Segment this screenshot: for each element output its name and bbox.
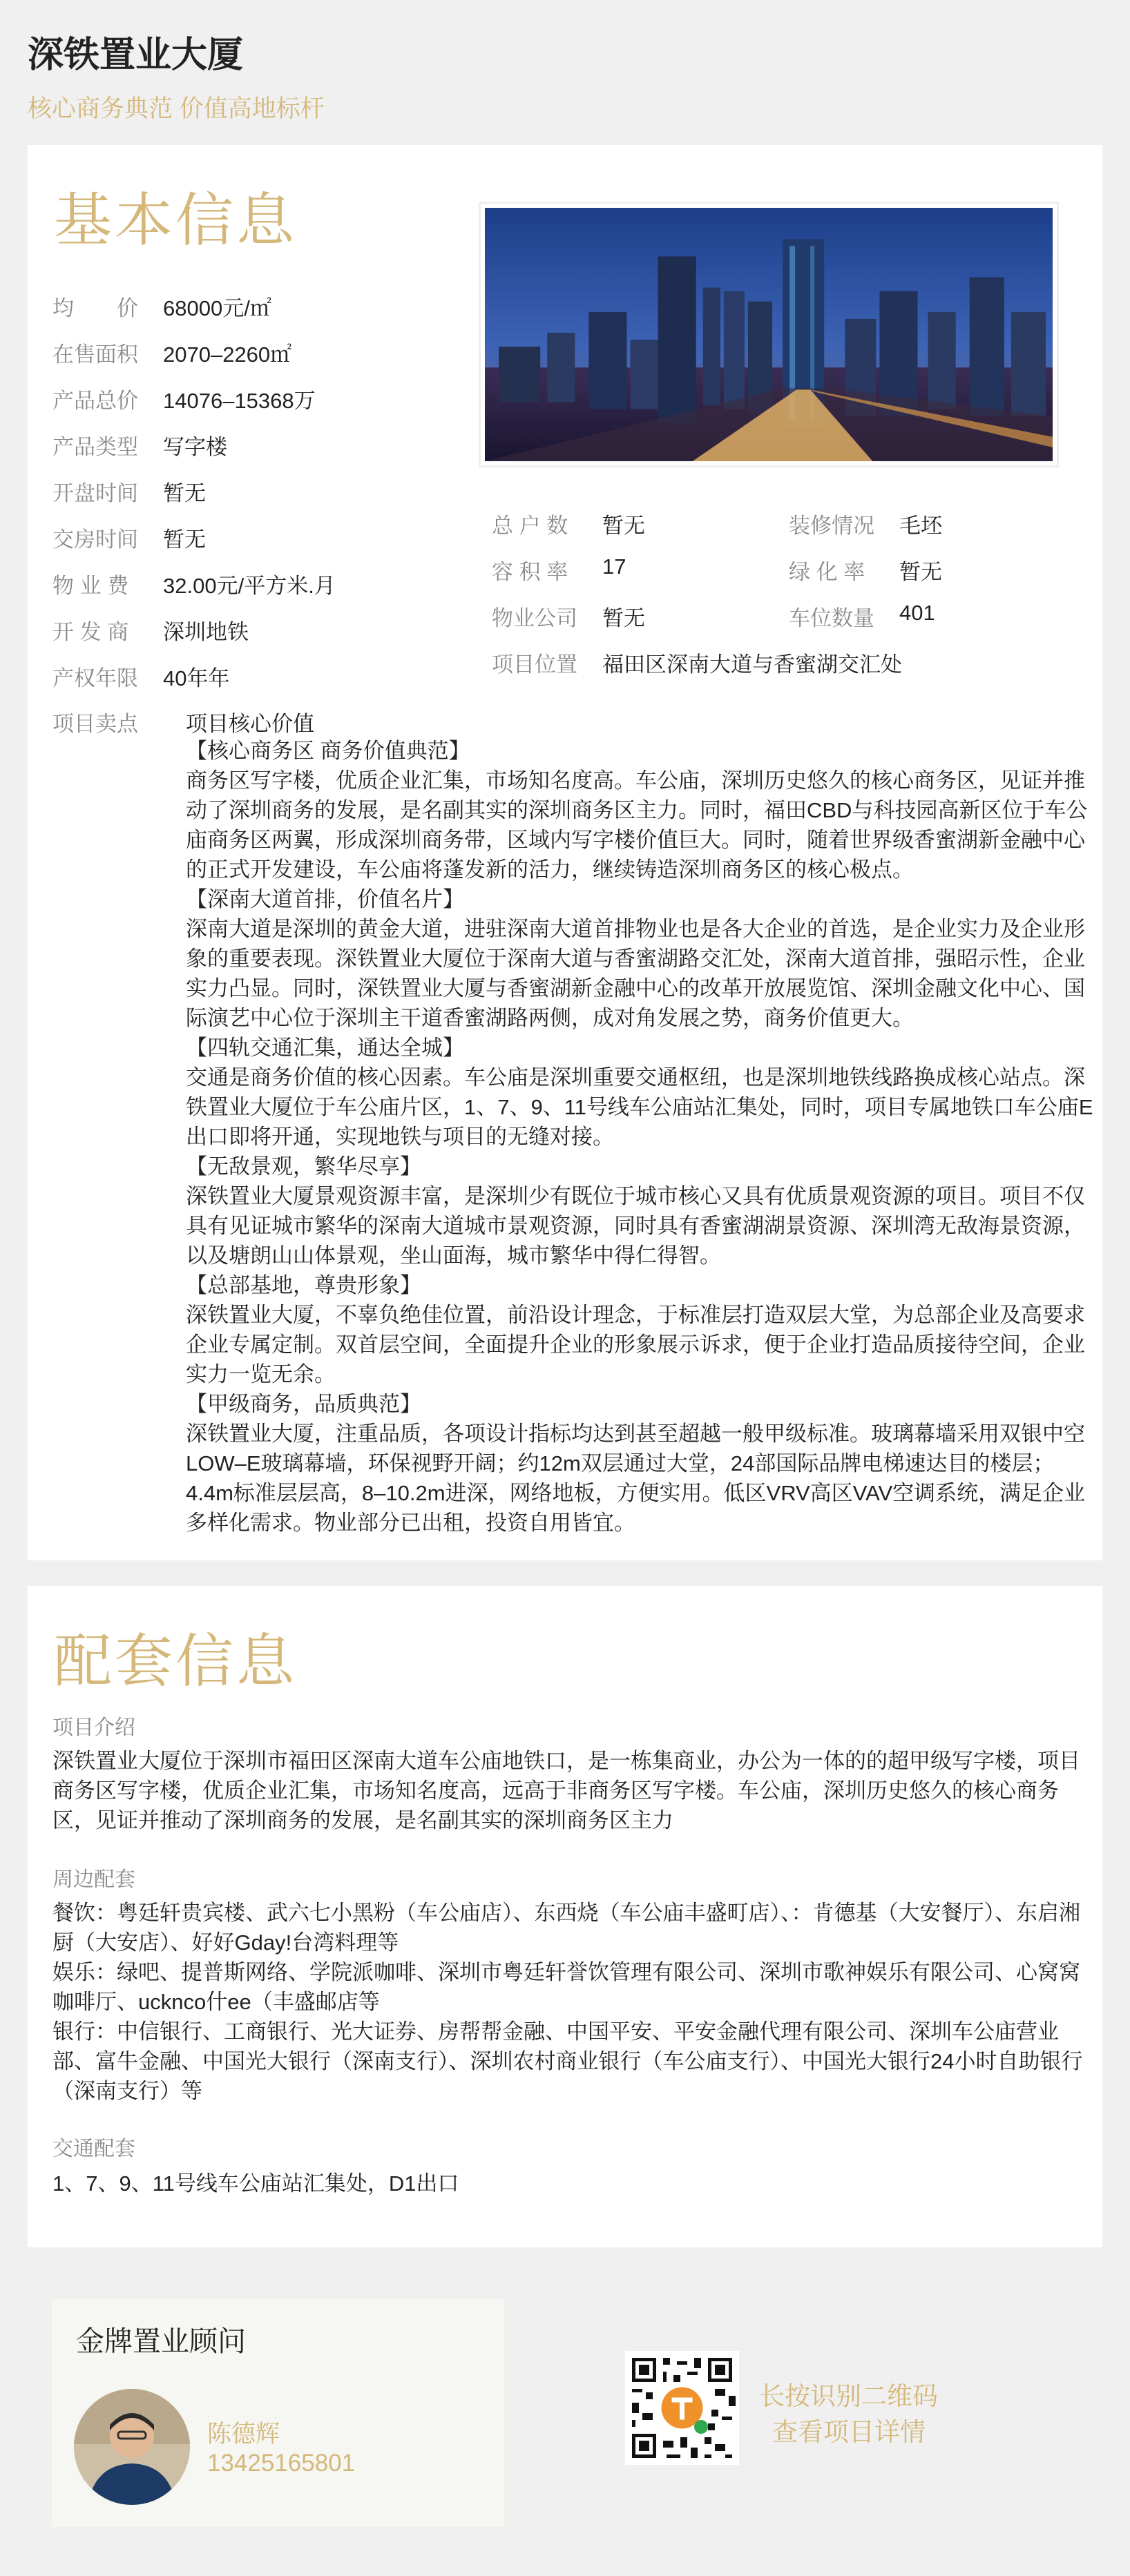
selling-paragraph: 【总部基地，尊贵形象】 (186, 1273, 421, 1297)
nearby-item-entertainment: 娱乐：绿吧、提普斯网络、学院派咖啡、深圳市粤廷轩誉饮管理有限公司、深圳市歌神娱乐有限公司、心窝窝咖啡厅、ucknco什ee（丰盛邮店等 (52, 1960, 1080, 2014)
info-label: 项目位置 (492, 652, 577, 677)
info-value: 深圳地铁 (163, 620, 249, 644)
info-value: 401 (899, 601, 935, 625)
nearby-item-banking: 银行：中信银行、工商银行、光大证券、房帮帮金融、中国平安、平安金融代理有限公司、深圳车公庙营业部、富牛金融、中国光大银行（深南支行）、深圳农村商业银行（车公庙支行）、中国光大银行24小时自助银行（深南支行）等 (52, 2020, 1083, 2103)
traffic-label: 交通配套 (52, 2138, 135, 2160)
selling-paragraph: 深铁置业大厦景观资源丰富，是深圳少有既位于城市核心又具有优质景观资源的项目。项目不仅具有见证城市繁华的深南大道城市景观资源，同时具有香蜜湖湖景资源、深圳湾无敌海景资源，以及塘朗山山体景观，坐山面海，城市繁华中得仁得智。 (186, 1184, 1085, 1268)
info-value: 2070–2260㎡ (163, 342, 292, 367)
selling-lead: 项目核心价值 (186, 711, 314, 736)
info-row-open-date (52, 468, 467, 514)
basic-info-heading: 基本信息 (54, 188, 298, 253)
info-value: 福田区深南大道与香蜜湖交汇处 (602, 652, 902, 677)
page-subtitle: 核心商务典范 价值高地标杆 (28, 95, 325, 122)
info-row-total-price (52, 376, 467, 422)
avatar[interactable] (74, 2389, 190, 2505)
info-label: 产品总价 (52, 389, 138, 413)
info-label: 开盘时间 (52, 481, 138, 505)
support-info-card (28, 1586, 1102, 2247)
qr-hint-line2: 查看项目详情 (772, 2418, 926, 2446)
advisor-name: 陈德辉 (207, 2421, 280, 2448)
selling-body (186, 736, 1099, 1538)
qr-code-icon (625, 2351, 739, 2465)
basic-info-card (28, 145, 1102, 1560)
info-value: 暂无 (163, 527, 206, 552)
page-title: 深铁置业大厦 (28, 35, 244, 75)
nearby-label: 周边配套 (52, 1868, 135, 1891)
info-row-property-fee (52, 561, 467, 607)
traffic-text: 1、7、9、11号线车公庙站汇集处，D1出口 (52, 2171, 459, 2196)
info-value: 68000元/㎡ (163, 296, 271, 320)
selling-paragraph: 【核心商务区 商务价值典范】 (186, 739, 470, 763)
nearby-list (52, 1898, 1089, 2106)
info-label: 物 业 费 (52, 574, 129, 598)
info-value: 暂无 (163, 481, 206, 505)
info-label: 产品类型 (52, 435, 138, 459)
selling-label: 项目卖点 (52, 711, 138, 736)
selling-paragraph: 【甲级商务，品质典范】 (186, 1392, 421, 1416)
info-label: 开 发 商 (52, 620, 129, 644)
info-value: 40年年 (163, 666, 230, 690)
info-label: 均 价 (52, 296, 138, 320)
info-label: 绿 化 率 (789, 560, 865, 584)
info-label: 交房时间 (52, 527, 138, 552)
info-label: 容 积 率 (492, 560, 568, 584)
selling-paragraph: 深铁置业大厦，注重品质，各项设计指标均达到甚至超越一般甲级标准。玻璃幕墙采用双银中空LOW–E玻璃幕墙，环保视野开阔；约12m双层通过大堂，24部国际品牌电梯速达目的楼层；4.4m标准层层高，8–10.2m进深，网络地板，方便实用。低区VRV高区VAV空调系统，满足企业多样化需求。物业部分已出租，投资自用皆宜。 (186, 1422, 1086, 1535)
info-value: 暂无 (602, 514, 645, 538)
info-value: 暂无 (602, 606, 645, 630)
info-row-developer (52, 607, 467, 653)
info-row-tenure (52, 653, 467, 699)
info-label: 物业公司 (492, 606, 577, 630)
intro-label: 项目介绍 (52, 1716, 135, 1739)
info-row-type (52, 422, 467, 468)
building-photo[interactable] (479, 202, 1059, 467)
info-value: 32.00元/平方米.月 (163, 574, 336, 598)
info-row-property-company (492, 593, 1086, 639)
info-value: 毛坯 (899, 514, 942, 538)
advisor-title: 金牌置业顾问 (76, 2325, 246, 2357)
selling-paragraph: 【无敌景观，繁华尽享】 (186, 1154, 421, 1179)
info-label: 车位数量 (789, 606, 874, 630)
selling-paragraph: 【深南大道首排，价值名片】 (186, 887, 464, 911)
info-value: 14076–15368万 (163, 389, 316, 413)
person-icon (74, 2389, 190, 2505)
intro-text: 深铁置业大厦位于深圳市福田区深南大道车公庙地铁口，是一栋集商业，办公为一体的的超甲级写字楼，项目商务区写字楼，优质企业汇集，市场知名度高，远高于非商务区写字楼。车公庙，深圳历史悠久的核心商务区，见证并推动了深圳商务的发展，是名副其实的深圳商务区主力 (52, 1749, 1080, 1832)
city-skyline-image (485, 208, 1053, 461)
info-label: 在售面积 (52, 342, 138, 367)
selling-paragraph: 【四轨交通汇集，通达全城】 (186, 1036, 464, 1060)
basic-info-right (492, 501, 1086, 686)
qr-hint-line1: 长按识别二维码 (759, 2382, 938, 2410)
info-value: 写字楼 (163, 435, 227, 459)
selling-paragraph: 深南大道是深圳的黄金大道，进驻深南大道首排物业也是各大企业的首选，是企业实力及企业形象的重要表现。深铁置业大厦位于深南大道与香蜜湖路交汇处，深南大道首排，强昭示性，企业实力凸显。同时，深铁置业大厦与香蜜湖新金融中心的改革开放展览馆、深圳金融文化中心、国际演艺中心位于深圳主干道香蜜湖路两侧，成对角发展之势，商务价值更大。 (186, 917, 1085, 1030)
info-row-households (492, 501, 1086, 547)
qr-code[interactable] (625, 2351, 739, 2465)
info-row-location (492, 639, 1086, 686)
info-row-plot-ratio (492, 547, 1086, 593)
info-row-delivery-date (52, 514, 467, 561)
support-info-heading: 配套信息 (54, 1629, 298, 1694)
info-row-price (52, 283, 467, 329)
page-header (28, 28, 1102, 130)
selling-paragraph: 商务区写字楼，优质企业汇集，市场知名度高。车公庙，深圳历史悠久的核心商务区，见证并推动了深圳商务的发展，是名副其实的深圳商务区主力。同时，福田CBD与科技园高新区位于车公庙商务区两翼，形成深圳商务带，区域内写字楼价值巨大。同时，随着世界级香蜜湖新金融中心的正式开发建设，车公庙将蓬发新的活力，继续铸造深圳商务区的核心极点。 (186, 768, 1088, 882)
selling-paragraph: 深铁置业大厦，不辜负绝佳位置，前沿设计理念，于标准层打造双层大堂，为总部企业及高要求企业专属定制。双首层空间，全面提升企业的形象展示诉求，便于企业打造品质接待空间，企业实力一览无余。 (186, 1303, 1085, 1386)
selling-points (52, 704, 1095, 1538)
basic-info-left (52, 283, 467, 699)
info-label: 产权年限 (52, 666, 138, 690)
advisor-card[interactable] (52, 2299, 504, 2527)
selling-paragraph: 交通是商务价值的核心因素。车公庙是深圳重要交通枢纽，也是深圳地铁线路换成核心站点。深铁置业大厦位于车公庙片区，1、7、9、11号线车公庙站汇集处，同时，项目专属地铁口车公庙E出口即将开通，实现地铁与项目的无缝对接。 (186, 1065, 1093, 1149)
info-label: 装修情况 (789, 514, 874, 538)
info-value: 17 (602, 554, 626, 579)
info-value: 暂无 (899, 560, 942, 584)
nearby-item-dining: 餐饮：粤廷轩贵宾楼、武六七小黑粉（车公庙店）、东西烧（车公庙丰盛町店）、：肯德基（大安餐厅）、东启湘厨（大安店）、好好Gday!台湾料理等 (52, 1901, 1080, 1955)
info-row-area (52, 329, 467, 376)
info-label: 总 户 数 (492, 514, 568, 538)
advisor-phone[interactable]: 13425165801 (207, 2450, 356, 2477)
